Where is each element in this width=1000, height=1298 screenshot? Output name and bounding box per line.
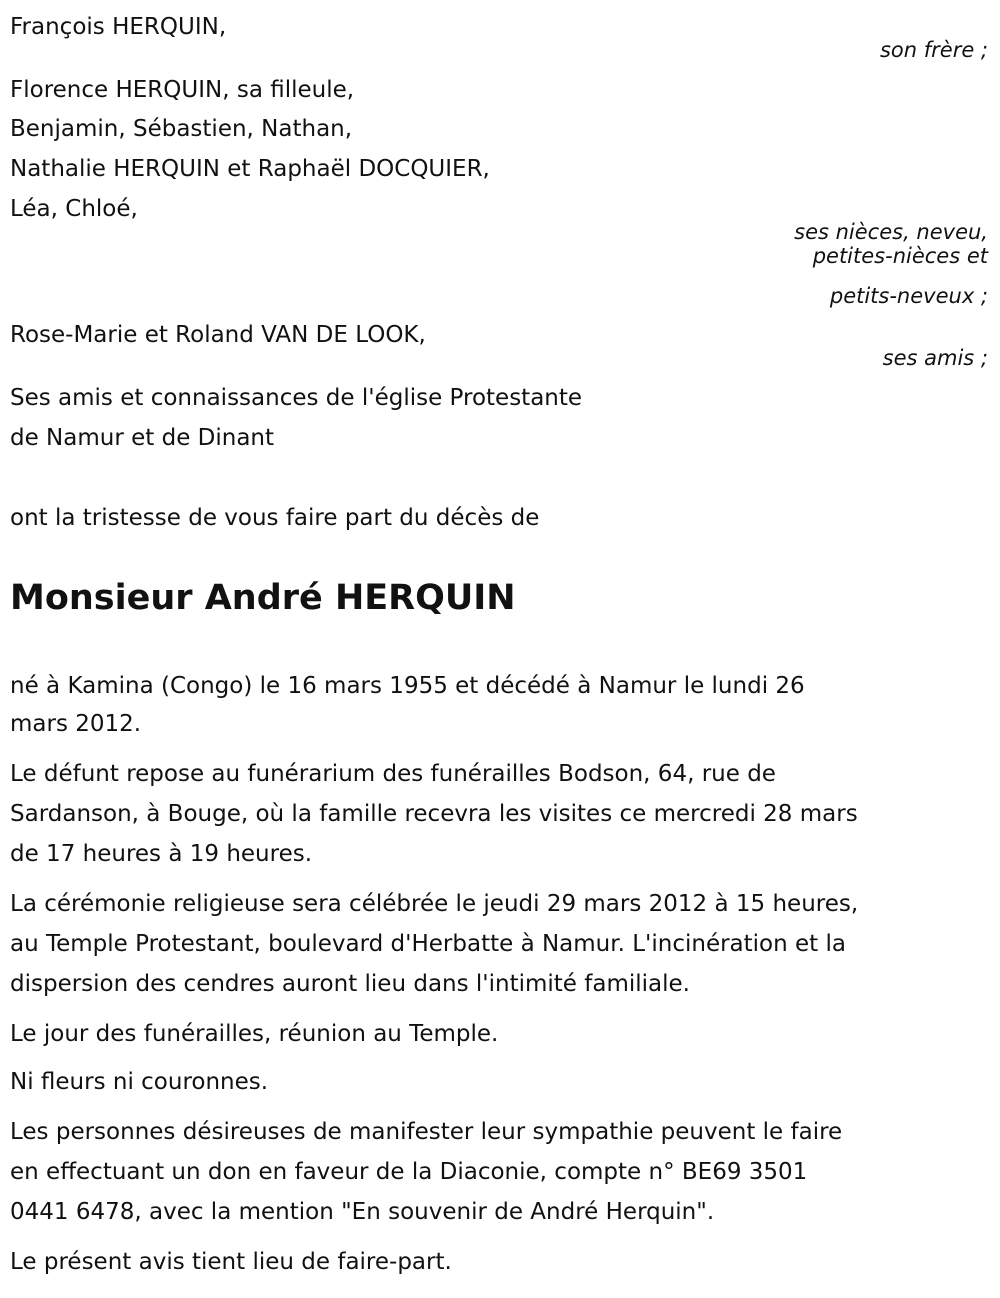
paragraph-line: dispersion des cendres auront lieu dans l'intimité familiale. [10, 971, 690, 997]
paragraph-line: La cérémonie religieuse sera célébrée le jeudi 29 mars 2012 à 15 heures, [10, 891, 859, 917]
family-line: Florence HERQUIN, sa filleule, [10, 77, 355, 103]
paragraph-line: Le jour des funérailles, réunion au Temple. [10, 1021, 499, 1047]
family-line: de Namur et de Dinant [10, 425, 275, 451]
paragraph-line: au Temple Protestant, boulevard d'Herbatte à Namur. L'incinération et la [10, 931, 846, 957]
paragraph-line: de 17 heures à 19 heures. [10, 841, 313, 867]
family-line: Ses amis et connaissances de l'église Protestante [10, 385, 583, 411]
relation-label: ses amis ; [882, 346, 988, 370]
paragraph-line: Les personnes désireuses de manifester leur sympathie peuvent le faire [10, 1119, 843, 1145]
deceased-name: Monsieur André HERQUIN [10, 578, 516, 618]
paragraph-line: 0441 6478, avec la mention "En souvenir de André Herquin". [10, 1199, 715, 1225]
family-line: Benjamin, Sébastien, Nathan, [10, 116, 353, 142]
relation-label: petits-neveux ; [829, 284, 988, 308]
relation-label: petites-nièces et [812, 244, 988, 268]
family-line: Nathalie HERQUIN et Raphaël DOCQUIER, [10, 156, 490, 182]
announcement: ont la tristesse de vous faire part du décès de [10, 505, 540, 531]
family-line: François HERQUIN, [10, 14, 227, 40]
paragraph-line: Le défunt repose au funérarium des funérailles Bodson, 64, rue de [10, 761, 776, 787]
paragraph-line: Sardanson, à Bouge, où la famille recevra les visites ce mercredi 28 mars [10, 801, 858, 827]
relation-label: son frère ; [879, 38, 988, 62]
family-line: Léa, Chloé, [10, 196, 138, 222]
paragraph-line: en effectuant un don en faveur de la Diaconie, compte n° BE69 3501 [10, 1159, 808, 1185]
paragraph-line: mars 2012. [10, 711, 142, 737]
relation-label: ses nièces, neveu, [794, 220, 988, 244]
paragraph-line: Le présent avis tient lieu de faire-part. [10, 1249, 452, 1275]
family-line: Rose-Marie et Roland VAN DE LOOK, [10, 322, 426, 348]
paragraph-line: né à Kamina (Congo) le 16 mars 1955 et décédé à Namur le lundi 26 [10, 673, 805, 699]
paragraph-line: Ni fleurs ni couronnes. [10, 1069, 269, 1095]
